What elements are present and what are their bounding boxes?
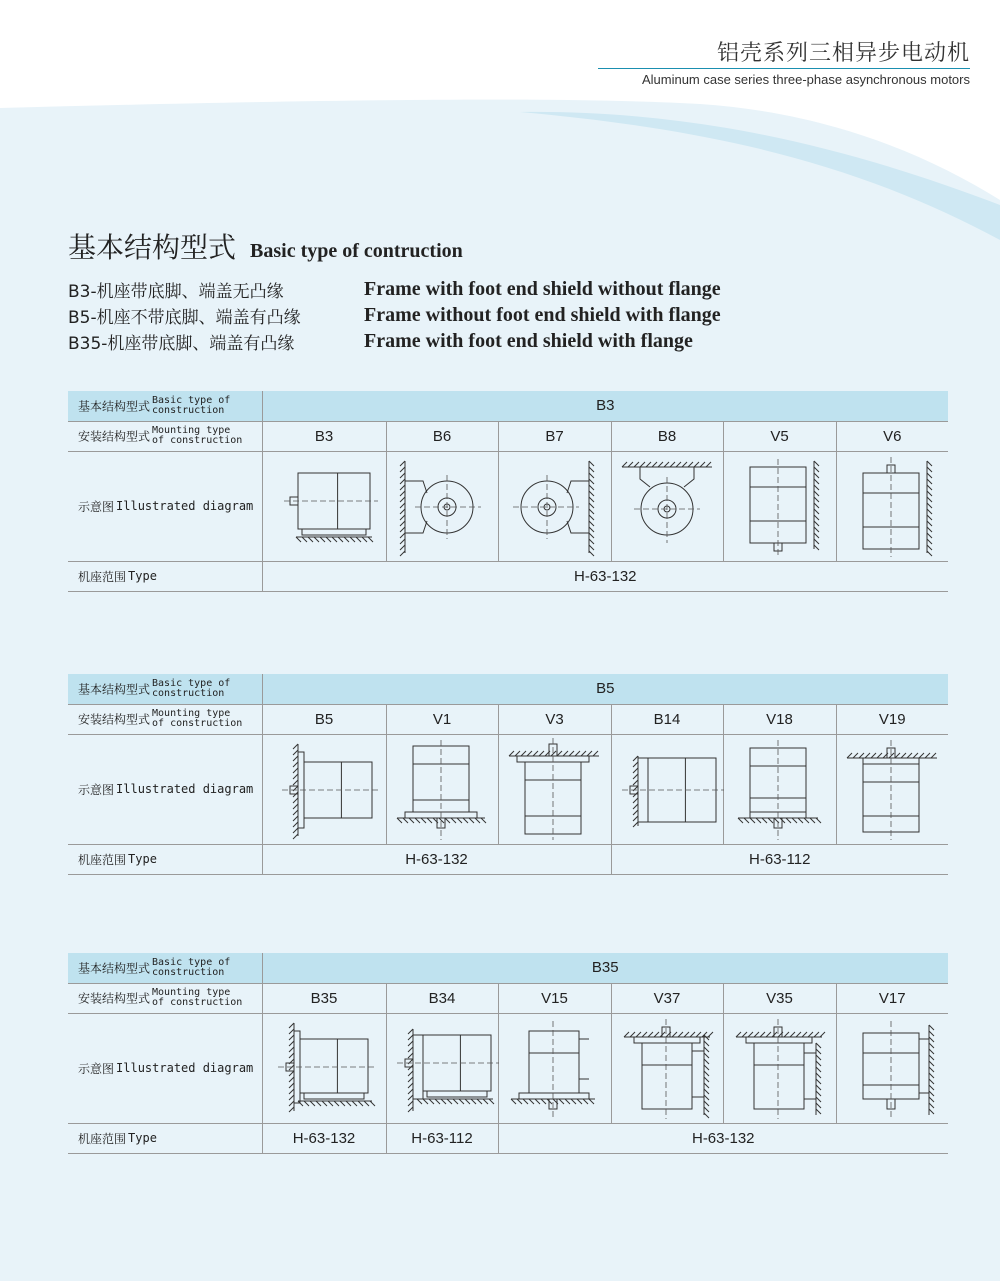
diagram-cell [836,451,948,561]
row-label-en: Type [128,1131,157,1145]
mounting-table-b35 [68,953,948,1154]
motor-mounting-diagram [268,453,380,559]
row-label-en-line: of construction [152,997,243,1008]
diagram-row [68,734,948,844]
row-label-en-line: Basic type of [152,394,231,406]
diagram-cell [723,1013,836,1123]
row-label-en: Type [128,569,157,583]
row-label-en-line: Mounting type [152,708,231,719]
row-label [68,421,262,451]
row-label-en-line: Mounting type [152,987,231,998]
legend-code: B35-机座带底脚、端盖有凸缘 [68,333,295,354]
mounting-code: B8 [611,421,723,451]
diagram-row [68,451,948,561]
diagram-cell [836,1013,948,1123]
row-label-en-line: construction [152,966,225,978]
row-label-cn: 示意图 [78,1061,115,1076]
motor-mounting-diagram [612,1015,724,1121]
row-label [68,561,262,591]
frame-type-row [68,561,948,591]
motor-mounting-diagram [837,1015,949,1121]
diagram-cell [611,1013,723,1123]
motor-mounting-diagram [724,453,836,559]
diagram-cell [386,1013,498,1123]
row-label-en-line: construction [152,404,225,416]
motor-mounting-diagram [499,736,611,842]
row-label-cn: 机座范围 [78,852,127,867]
frame-type-value: H-63-132 [262,844,611,874]
frame-type-value: H-63-112 [386,1123,498,1153]
row-label-cn: 基本结构型式 [78,682,151,697]
mounting-code: B35 [262,983,386,1013]
legend-description: Frame with foot end shield without flange [364,277,721,300]
row-label-cn: 安装结构型式 [78,712,151,727]
row-label-en-line: Basic type of [152,677,231,689]
basic-type-value: B35 [262,953,948,983]
mounting-code: V37 [611,983,723,1013]
construction-legend [68,276,721,354]
motor-mounting-diagram [268,1015,380,1121]
row-label-en-line: construction [152,687,225,699]
legend-description: Frame with foot end shield with flange [364,329,693,352]
legend-item [68,302,721,328]
legend-item [68,276,721,302]
mounting-table-b3 [68,391,948,592]
mounting-code: V1 [386,704,498,734]
motor-mounting-diagram [612,736,724,842]
motor-mounting-diagram [612,453,724,559]
motor-mounting-diagram [268,736,380,842]
diagram-cell [262,1013,386,1123]
mounting-code: B3 [262,421,386,451]
row-label-en [152,988,242,1008]
mounting-table-b5 [68,674,948,875]
row-label [68,844,262,874]
basic-type-value: B3 [262,391,948,421]
mounting-code: V15 [498,983,611,1013]
row-label [68,451,262,561]
row-label-cn: 示意图 [78,499,115,514]
row-label-cn: 机座范围 [78,1131,127,1146]
mounting-type-row [68,421,948,451]
basic-type-row [68,391,948,421]
mounting-type-row [68,983,948,1013]
frame-type-value: H-63-132 [498,1123,948,1153]
mounting-code: B6 [386,421,498,451]
mounting-code: V18 [723,704,836,734]
legend-code: B3-机座带底脚、端盖无凸缘 [68,281,284,302]
row-label-en [152,396,230,416]
basic-type-row [68,953,948,983]
row-label [68,391,262,421]
row-label [68,953,262,983]
row-label-cn: 机座范围 [78,569,127,584]
diagram-cell [386,451,498,561]
motor-mounting-diagram [724,1015,836,1121]
motor-mounting-diagram [837,736,949,842]
row-label-en [152,709,242,729]
header-title-cn: 铝壳系列三相异步电动机 [716,41,970,66]
row-label-en: Illustrated diagram [116,1061,254,1075]
mounting-code: B5 [262,704,386,734]
diagram-cell [386,734,498,844]
motor-mounting-diagram [387,736,499,842]
diagram-cell [611,451,723,561]
frame-type-value: H-63-112 [611,844,948,874]
mounting-code: V5 [723,421,836,451]
frame-type-value: H-63-132 [262,1123,386,1153]
row-label-en [152,958,230,978]
mounting-code: V3 [498,704,611,734]
row-label-en: Illustrated diagram [116,782,254,796]
header-title-en: Aluminum case series three-phase asynchronous motors [641,72,970,87]
motor-mounting-diagram [387,453,499,559]
basic-type-row [68,674,948,704]
row-label [68,734,262,844]
row-label [68,983,262,1013]
row-label-en-line: Basic type of [152,956,231,968]
row-label [68,1013,262,1123]
header-divider [598,68,970,69]
diagram-cell [498,451,611,561]
diagram-cell [262,451,386,561]
row-label-cn: 安装结构型式 [78,991,151,1006]
mounting-code: B14 [611,704,723,734]
row-label-cn: 基本结构型式 [78,961,151,976]
frame-type-row [68,1123,948,1153]
basic-type-value: B5 [262,674,948,704]
mounting-code: V17 [836,983,948,1013]
diagram-cell [836,734,948,844]
row-label [68,1123,262,1153]
row-label-cn: 基本结构型式 [78,399,151,414]
legend-item [68,328,721,354]
motor-mounting-diagram [499,453,611,559]
row-label-en-line: of construction [152,718,243,729]
motor-mounting-diagram [837,453,949,559]
row-label [68,674,262,704]
legend-description: Frame without foot end shield with flange [364,303,721,326]
motor-mounting-diagram [499,1015,611,1121]
row-label-cn: 安装结构型式 [78,429,151,444]
section-title [68,226,463,266]
row-label-en: Illustrated diagram [116,499,254,513]
diagram-cell [611,734,723,844]
motor-mounting-diagram [724,736,836,842]
mounting-code: B34 [386,983,498,1013]
row-label [68,704,262,734]
legend-code: B5-机座不带底脚、端盖有凸缘 [68,307,301,328]
row-label-en-line: Mounting type [152,425,231,436]
diagram-row [68,1013,948,1123]
row-label-en: Type [128,852,157,866]
section-title-en: Basic type of contruction [250,240,463,262]
section-title-cn: 基本结构型式 [68,231,237,264]
frame-type-row [68,844,948,874]
diagram-cell [498,1013,611,1123]
diagram-cell [723,451,836,561]
mounting-code: B7 [498,421,611,451]
frame-type-value: H-63-132 [262,561,948,591]
row-label-en [152,426,242,446]
mounting-type-row [68,704,948,734]
row-label-en [152,679,230,699]
mounting-code: V19 [836,704,948,734]
diagram-cell [498,734,611,844]
mounting-code: V35 [723,983,836,1013]
motor-mounting-diagram [387,1015,499,1121]
row-label-cn: 示意图 [78,782,115,797]
diagram-cell [723,734,836,844]
row-label-en-line: of construction [152,435,243,446]
diagram-cell [262,734,386,844]
mounting-code: V6 [836,421,948,451]
